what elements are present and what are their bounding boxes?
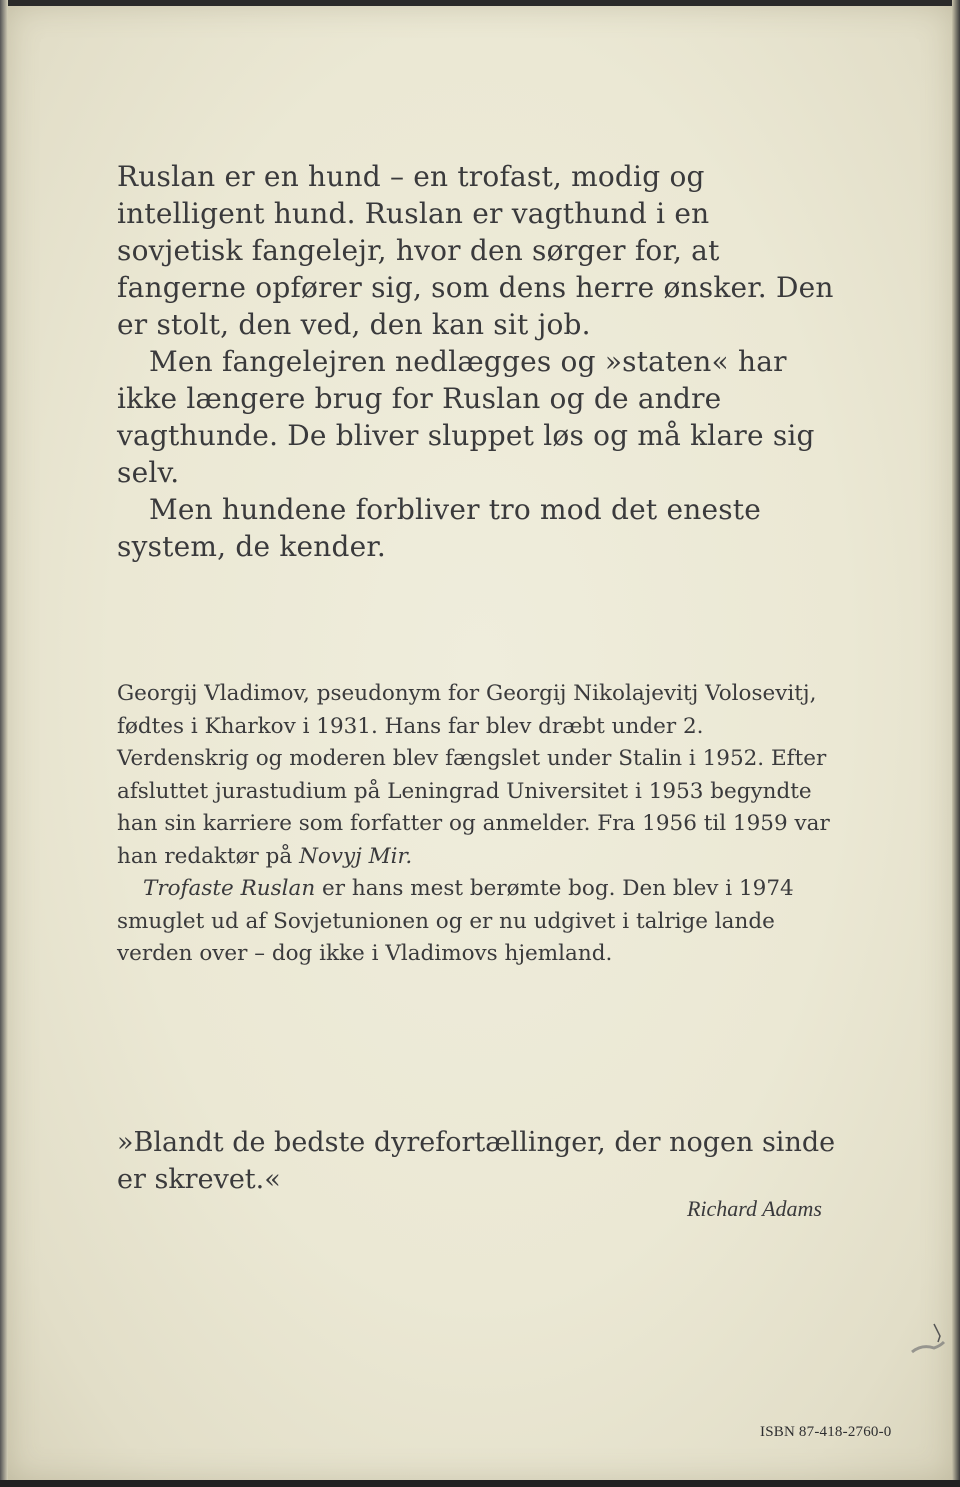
bio-paragraph-2 [117, 873, 837, 971]
magazine-title: Novyj Mir. [299, 843, 413, 869]
bio-paragraph-1 [117, 678, 837, 873]
isbn: ISBN 87-418-2760-0 [760, 1424, 892, 1440]
cover-edge-right [952, 0, 960, 1487]
bio-text: Georgij Vladimov, pseudonym for Georgij Nikolajevitj Volosevitj, fødtes i Kharkov i 1931. Hans far blev dræbt under 2. Verdenskrig og moderen blev fængslet under Stalin i 1952. Efter afsluttet jurastudium på Leningrad Universitet i 1953 begyndte han sin karriere som forfatter og anmelder. Fra 1956 til 1959 var han redaktør på [117, 681, 830, 869]
synopsis-paragraph-2: Men fangelejren nedlægges og »staten« har ikke længere brug for Ruslan og de andre vagthunde. De bliver sluppet løs og må klare sig selv. [117, 345, 815, 489]
bio-text-2: er hans mest berømte bog. Den blev i 1974 smuglet ud af Sovjetunionen og er nu udgivet i talrige lande verden over – dog ikke i Vladimovs hjemland. [117, 876, 794, 966]
author-bio [117, 678, 837, 971]
synopsis [117, 158, 837, 565]
cover-wear-mark [904, 1322, 948, 1358]
synopsis-paragraph-3: Men hundene forbliver tro mod det eneste system, de kender. [117, 493, 762, 563]
book-title: Trofaste Ruslan [143, 876, 316, 901]
cover-edge-left [0, 0, 8, 1487]
cover-edge-bottom [0, 1480, 960, 1487]
review-quote [117, 1124, 837, 1198]
quote-attribution: Richard Adams [686, 1196, 822, 1221]
quote-text: »Blandt de bedste dyrefortællinger, der nogen sinde er skrevet.« [117, 1127, 836, 1195]
synopsis-paragraph-1: Ruslan er en hund – en trofast, modig og intelligent hund. Ruslan er vagthund i en sovjetisk fangelejr, hvor den sørger for, at fangerne opfører sig, som dens herre ønsker. Den er stolt, den ved, den kan sit job. [117, 160, 834, 341]
